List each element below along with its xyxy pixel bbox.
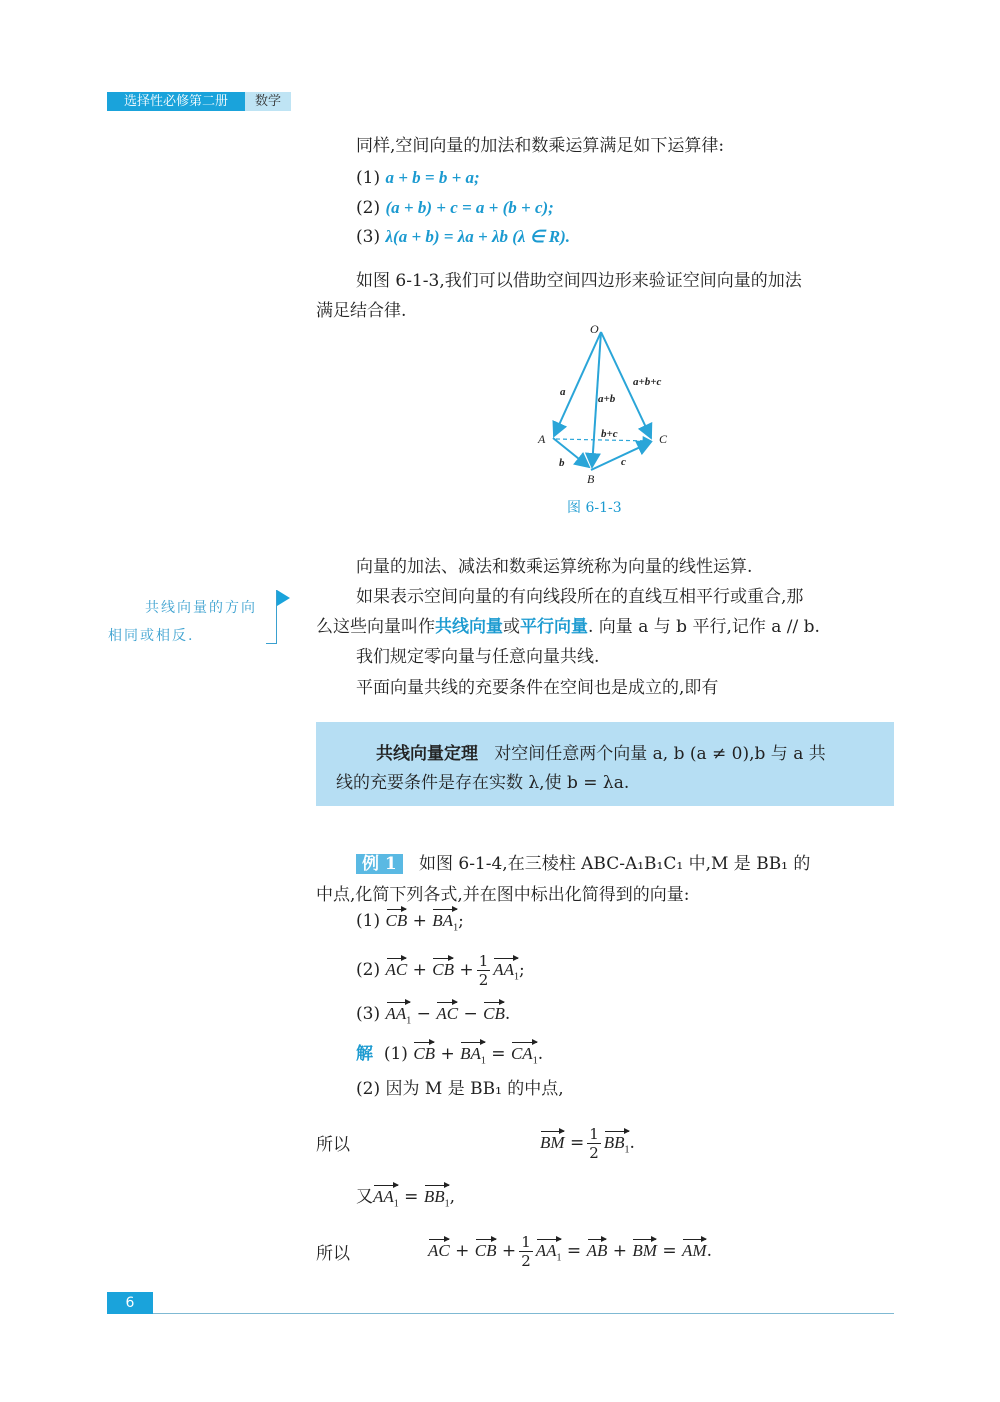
- theorem-text: 对空间任意两个向量 a, b (a ≠ 0),b 与 a 共: [494, 744, 826, 764]
- vec: AM: [682, 1237, 707, 1261]
- vec: CB: [413, 1040, 435, 1064]
- solution-tag: 解: [356, 1044, 373, 1064]
- sidenote-line2: 相同或相反.: [108, 628, 195, 644]
- sidenote-bracket-foot: [266, 643, 277, 644]
- vec: AC: [386, 956, 408, 980]
- item-num: (2): [356, 960, 381, 980]
- vector-a: [554, 332, 601, 436]
- text: 或: [503, 617, 520, 637]
- label-b: b: [559, 457, 565, 469]
- paragraph: 如果表示空间向量的有向线段所在的直线互相平行或重合,那: [356, 587, 804, 607]
- para-figure-ref-cont: 满足结合律.: [316, 301, 407, 321]
- paragraph: 我们规定零向量与任意向量共线.: [356, 647, 600, 667]
- label-a: a: [560, 386, 566, 398]
- point-B: B: [587, 472, 595, 486]
- page-number: 6: [107, 1292, 153, 1314]
- law-formula: (a + b) + c = a + (b + c);: [385, 198, 554, 217]
- vec: $AA_1$: [386, 1000, 412, 1026]
- vec: CB: [386, 907, 408, 931]
- law-formula: a + b = b + a;: [385, 168, 480, 187]
- vec: $AA_1$: [536, 1237, 562, 1263]
- example-line1: [356, 849, 810, 874]
- example-item-3: (3) $AA_1$ − AC − CB.: [356, 1000, 510, 1026]
- footer-rule: [153, 1313, 894, 1314]
- theorem-line1: [376, 739, 826, 764]
- figure-caption: 图 6-1-3: [567, 500, 622, 516]
- example-tag: 例 1: [356, 854, 403, 874]
- figure-6-1-3: [520, 315, 690, 515]
- item-num: (1): [383, 1044, 408, 1064]
- solution-2: (2) 因为 M 是 BB₁ 的中点,: [356, 1079, 564, 1099]
- vec: BM: [632, 1237, 657, 1261]
- law-num: (1): [356, 168, 381, 188]
- term-collinear-vectors: 共线向量: [435, 617, 503, 637]
- vec: CB: [483, 1000, 505, 1024]
- item-num: (1): [356, 911, 381, 931]
- example-item-2: (2) AC + CB + $\frac{1}{2}$ $AA_1$;: [356, 952, 525, 989]
- term-parallel-vectors: 平行向量: [520, 617, 588, 637]
- example-line2: 中点,化简下列各式,并在图中标出化简得到的向量:: [316, 885, 690, 905]
- fraction: $\frac{1}{2}$: [589, 1125, 599, 1162]
- theorem-box: [316, 722, 894, 806]
- text: 又: [356, 1187, 373, 1207]
- label-a-plus-b: a+b: [598, 393, 616, 405]
- label-c: c: [621, 456, 626, 468]
- vec: CB: [475, 1237, 497, 1261]
- law-1: [356, 168, 480, 188]
- vec: AC: [436, 1000, 458, 1024]
- vec: $BA_1$: [460, 1040, 486, 1066]
- so-label: 所以: [316, 1244, 350, 1264]
- header-book: 选择性必修第二册: [107, 92, 245, 111]
- paragraph: 平面向量共线的充要条件在空间也是成立的,即有: [356, 678, 719, 698]
- sidenote-pointer-icon: [277, 590, 290, 606]
- vec: $AA_1$: [373, 1183, 399, 1209]
- law-num: (2): [356, 198, 381, 218]
- vec: $BB_1$: [604, 1129, 630, 1155]
- point-O: O: [590, 322, 599, 336]
- paragraph: [316, 612, 820, 637]
- solution-1: 解 (1) CB + $BA_1 = CA_1$.: [356, 1039, 543, 1066]
- formula-result: AC + CB + $\frac{1}{2}$ $AA_1$ = AB + BM = AM.: [428, 1233, 712, 1270]
- vec: $AA_1$: [493, 956, 519, 982]
- formula-bm: BM = $\frac{1}{2}$ $BB_1$.: [540, 1125, 635, 1162]
- fraction: $\frac{1}{2}$: [478, 952, 489, 989]
- header-subject: 数学: [245, 92, 291, 111]
- example-text: 如图 6-1-4,在三棱柱 ABC-A₁B₁C₁ 中,M 是 BB₁ 的: [418, 854, 811, 874]
- intro-text: 同样,空间向量的加法和数乘运算满足如下运算律:: [356, 136, 725, 156]
- item-num: (3): [356, 1004, 381, 1024]
- vec: $BB_1$: [424, 1183, 450, 1209]
- theorem-line2: 线的充要条件是存在实数 λ,使 b = λa.: [336, 773, 630, 793]
- law-num: (3): [356, 227, 381, 247]
- vec: BM: [540, 1129, 565, 1153]
- point-C: C: [659, 432, 668, 446]
- vec: $CA_1$: [511, 1040, 538, 1066]
- so-label: 所以: [316, 1135, 350, 1155]
- sidenote-line1: 共线向量的方向: [145, 600, 257, 616]
- vec: $BA_1$: [432, 907, 458, 933]
- vec: AC: [428, 1237, 450, 1261]
- label-a-plus-b-plus-c: a+b+c: [633, 376, 662, 388]
- vec: CB: [432, 956, 454, 980]
- vec: AB: [587, 1237, 608, 1261]
- law-3: [356, 227, 570, 247]
- para-figure-ref: 如图 6-1-3,我们可以借助空间四边形来验证空间向量的加法: [356, 271, 802, 291]
- paragraph: 向量的加法、减法和数乘运算统称为向量的线性运算.: [356, 557, 753, 577]
- text: . 向量 a 与 b 平行,记作 a // b.: [588, 617, 820, 637]
- fraction: $\frac{1}{2}$: [521, 1233, 531, 1270]
- label-b-plus-c: b+c: [601, 428, 618, 440]
- theorem-title: 共线向量定理: [376, 744, 478, 764]
- text: 么这些向量叫作: [316, 617, 435, 637]
- point-A: A: [538, 432, 546, 446]
- formula-again: 又$AA_1 = BB_1$,: [356, 1182, 455, 1209]
- example-item-1: (1) CB + $BA_1$;: [356, 907, 464, 933]
- law-formula: λ(a + b) = λa + λb (λ ∈ R).: [385, 227, 571, 246]
- law-2: [356, 198, 554, 218]
